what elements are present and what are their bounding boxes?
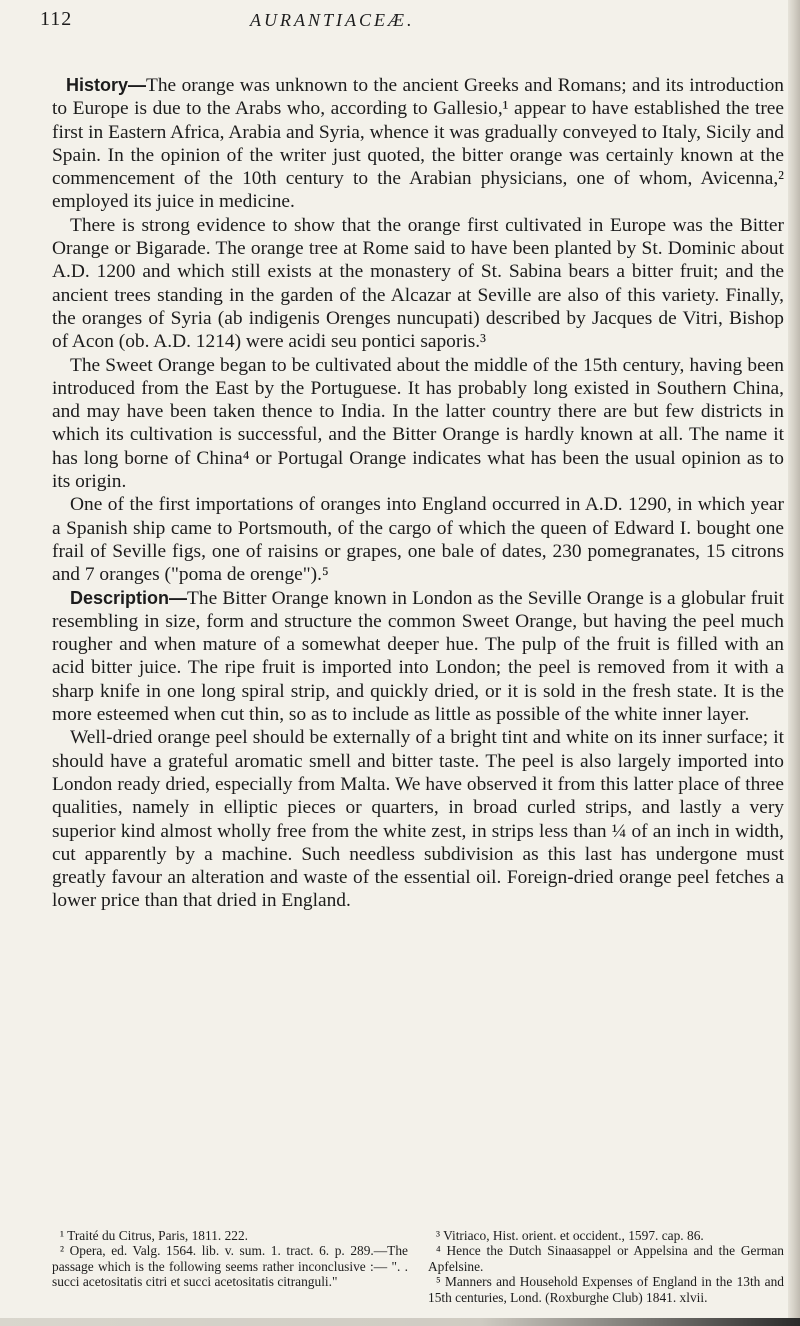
footnote-5: ⁵ Manners and Household Expenses of England in the 13th and 15th centuries, Lond. (Roxburghe Club) 1841. xlvii.: [428, 1274, 784, 1305]
page-header: [40, 6, 780, 42]
page-edge-shadow: [788, 0, 800, 1326]
paragraph-sweet-orange: The Sweet Orange began to be cultivated about the middle of the 15th century, having been introduced from the East by the Portuguese. It has probably long existed in Southern China, and may have been taken thence to India. In the latter country there are but few districts in which its cultivation is successful, and the Bitter Orange is hardly known at all. The name it has long borne of China⁴ or Portugal Orange indicates what has been the usual opinion as to its origin.: [52, 354, 784, 493]
page-bottom-edge: [0, 1318, 800, 1326]
paragraph-evidence: There is strong evidence to show that the orange first cultivated in Europe was the Bitter Orange or Bigarade. The orange tree at Rome said to have been planted by St. Dominic about A.D. 1200 and which still exists at the monastery of St. Sabina bears a bitter fruit; and the ancient trees standing in the garden of the Alcazar at Seville are also of this variety. Finally, the oranges of Syria (ab indigenis Orenges nuncupati) described by Jacques de Vitri, Bishop of Acon (ob. A.D. 1214) were acidi seu pontici saporis.³: [52, 214, 784, 353]
footnote-1: ¹ Traité du Citrus, Paris, 1811. 222.: [60, 1228, 249, 1243]
paragraph-dried-peel: Well-dried orange peel should be externally of a bright tint and white on its inner surface; it should have a grateful aromatic smell and bitter taste. The peel is also largely imported into London ready dried, especially from Malta. We have observed it from this latter place of three qualities, namely in elliptic pieces or quarters, in broad curled strips, and lastly a very superior kind almost wholly free from the white zest, in strips less than ¼ of an inch in width, cut apparently by a machine. Such needless subdivision as this last has undergone must greatly favour an alteration and waste of the essential oil. Foreign-dried orange peel fetches a lower price than that dried in England.: [52, 727, 784, 912]
page-number: 112: [40, 8, 73, 30]
footnote-3: ³ Vitriaco, Hist. orient. et occident., 1597. cap. 86.: [436, 1228, 704, 1243]
footnote-2: ² Opera, ed. Valg. 1564. lib. v. sum. 1. tract. 6. p. 289.—The passage which is the following seems rather inconclusive :— ". . succi acetositatis citri et succi acetositatis citranguli.": [52, 1243, 408, 1290]
footnote-4: ⁴ Hence the Dutch Sinaasappel or Appelsina and the German Apfelsine.: [428, 1243, 784, 1274]
footnotes-right-column: [428, 1228, 784, 1305]
footnotes-left-column: [52, 1228, 408, 1305]
paragraph-description: Description—The Bitter Orange known in London as the Seville Orange is a globular fruit resembling in size, form and structure the common Sweet Orange, but having the peel much rougher and when mature of a somewhat deeper hue. The pulp of the fruit is filled with an acid bitter juice. The ripe fruit is imported into London; the peel is removed from it with a sharp knife in one long spiral strip, and quickly dried, or it is sold in the fresh state. It is the more esteemed when cut thin, so as to include as little as possible of the white inner layer.: [52, 587, 784, 726]
paragraph-history: History—The orange was unknown to the ancient Greeks and Romans; and its introduction to Europe is due to the Arabs who, according to Gallesio,¹ appear to have established the tree first in Eastern Africa, Arabia and Syria, whence it was gradually conveyed to Italy, Sicily and Spain. In the opinion of the writer just quoted, the bitter orange was certainly known at the commencement of the 10th century to the Arabian physicians, one of whom, Avicenna,² employed its juice in medicine.: [52, 75, 784, 213]
footnotes: [52, 1228, 784, 1305]
running-title: AURANTIACEÆ.: [250, 10, 415, 30]
main-text: [52, 74, 784, 913]
paragraph-england-imports: One of the first importations of oranges into England occurred in A.D. 1290, in which year a Spanish ship came to Portsmouth, of the cargo of which the queen of Edward I. bought one frail of Seville figs, one of raisins or grapes, one bale of dates, 230 pomegranates, 15 citrons and 7 oranges ("poma de orenge").⁵: [52, 494, 784, 586]
